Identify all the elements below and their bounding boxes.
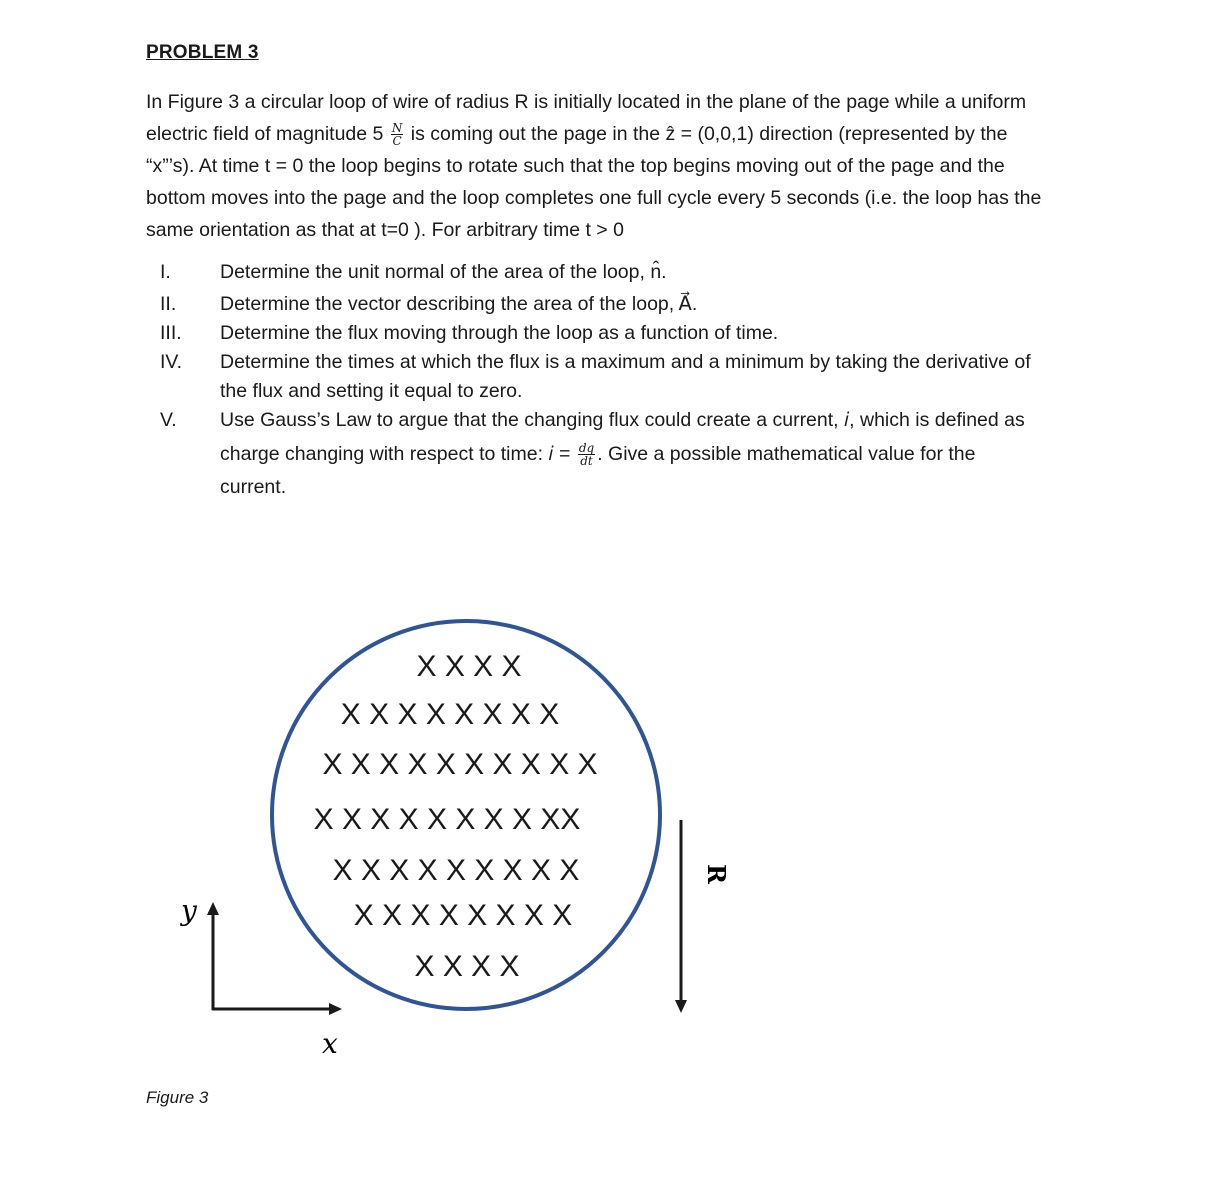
question-item [146, 348, 1106, 406]
field-x-row: X X X X [416, 650, 522, 683]
units-fraction [391, 122, 404, 147]
question-text-line-2-end: . Give a possible mathematical value for the [597, 443, 976, 465]
question-text: Determine the vector describing the area of the loop, A⃗. [220, 293, 698, 315]
current-numerator: dq [578, 441, 595, 456]
x-axis-label: x [322, 1027, 338, 1060]
field-x-row: X X X X X X X X XX [313, 803, 581, 836]
intro-line-4: bottom moves into the page and the loop completes one full cycle every 5 seconds (i.e. the loop has the [146, 187, 1042, 209]
current-fraction [578, 442, 595, 467]
question-number: IV. [160, 351, 183, 373]
wire-loop [272, 621, 660, 1009]
intro-line-2-start: electric field of magnitude 5 [146, 123, 384, 145]
current-denominator: dt [580, 454, 593, 469]
y-axis-arrowhead [207, 902, 219, 915]
question-text-line-2 [220, 435, 1106, 473]
intro-line-5: same orientation as that at t=0 ). For arbitrary time t > 0 [146, 219, 624, 241]
question-number: I. [160, 261, 171, 283]
question-text-line-2-start: charge changing with respect to time: 𝑖 = [220, 443, 571, 465]
units-denominator: C [392, 134, 402, 149]
field-x-row: X X X X X X X X X [332, 854, 580, 887]
question-number: III. [160, 322, 182, 344]
problem-intro [146, 86, 1106, 246]
question-number: V. [160, 409, 177, 431]
field-x-row: X X X X X X X X X X [322, 748, 598, 781]
field-x-row: X X X X [414, 950, 520, 983]
x-axis-arrowhead [329, 1003, 342, 1015]
question-text-line-1: Use Gauss’s Law to argue that the changing flux could create a current, 𝑖, which is defined as [220, 409, 1025, 431]
radius-label: R [702, 864, 731, 884]
problem-title: PROBLEM 3 [146, 42, 259, 63]
question-item [146, 406, 1106, 502]
question-item [146, 258, 1106, 287]
question-number: II. [160, 293, 177, 315]
intro-line-2 [146, 118, 1106, 150]
units-numerator: N [391, 121, 403, 136]
intro-line-3: “x”’s). At time t = 0 the loop begins to rotate such that the top begins moving out of the page and the [146, 155, 1005, 177]
y-axis-label: y [181, 894, 197, 927]
question-text: Determine the unit normal of the area of the loop, n̂. [220, 261, 667, 283]
radius-arrowhead [675, 1000, 687, 1013]
question-item [146, 290, 1106, 319]
intro-line-2-end: is coming out the page in the ẑ = (0,0,1) direction (represented by the [410, 123, 1008, 145]
question-text-line-3: current. [220, 476, 287, 498]
question-list [146, 258, 1106, 502]
question-text-line-1: Determine the times at which the flux is a maximum and a minimum by taking the derivative of [220, 351, 1031, 373]
question-item [146, 319, 1106, 348]
field-x-row: X X X X X X X X [353, 899, 573, 932]
question-text: Determine the flux moving through the loop as a function of time. [220, 322, 779, 344]
figure-caption: Figure 3 [146, 1088, 209, 1107]
intro-line-1: In Figure 3 a circular loop of wire of radius R is initially located in the plane of the page while a uniform [146, 91, 1027, 113]
question-text-line-2: the flux and setting it equal to zero. [220, 380, 523, 402]
field-x-row: X X X X X X X X [340, 698, 560, 731]
